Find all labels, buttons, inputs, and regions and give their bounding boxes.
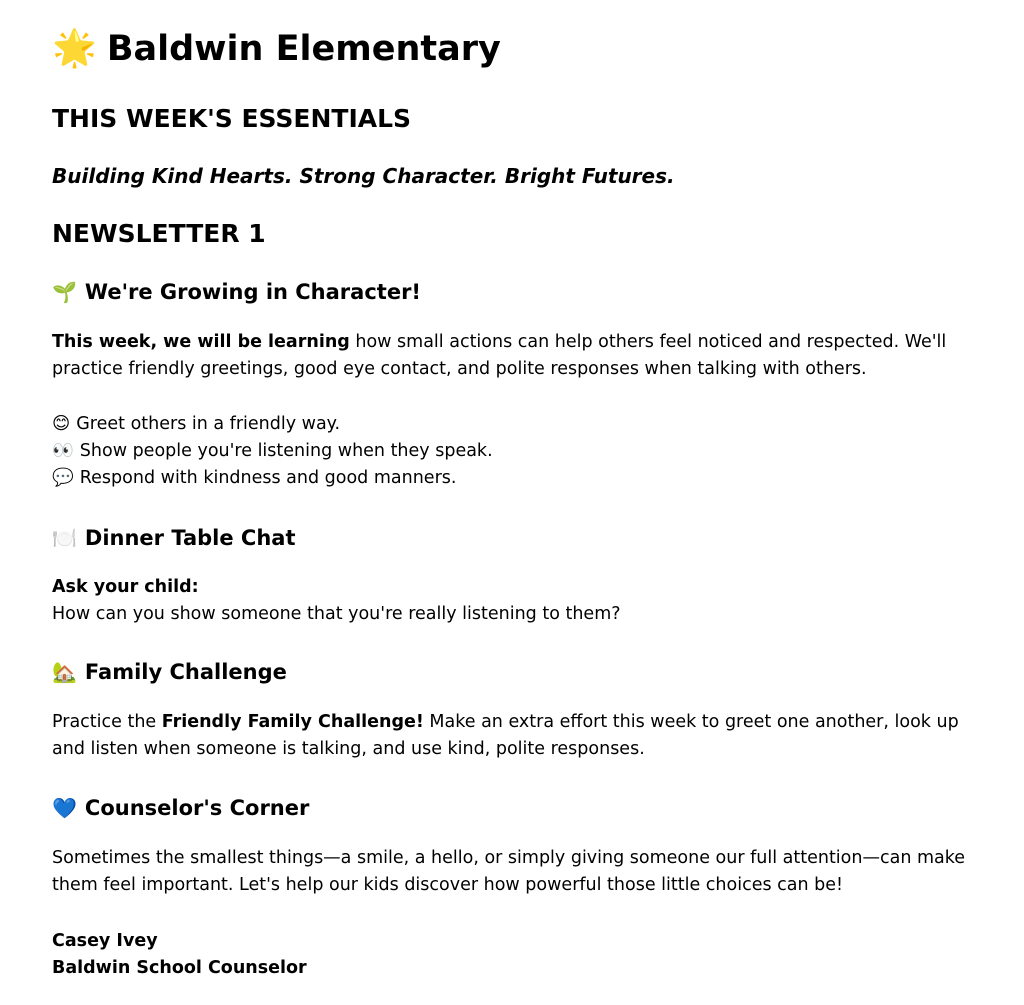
school-name: Baldwin Elementary [106, 29, 501, 69]
smiling-face-icon: 😊 [52, 414, 71, 434]
dinner-heading-text: Dinner Table Chat [84, 526, 296, 550]
plate-icon: 🍽️ [52, 526, 77, 550]
growing-intro-rest: how small actions can help others feel noticed and respected. We'll practice friendly greetings, good eye contact, and polite responses when talking with others. [52, 332, 947, 379]
list-item-text: Show people you're listening when they speak. [79, 441, 493, 461]
counselor-role: Baldwin School Counselor [52, 958, 307, 978]
dinner-heading [52, 524, 296, 552]
dinner-body [52, 574, 972, 628]
star-icon: 🌟 [52, 28, 97, 69]
counselor-heading-text: Counselor's Corner [84, 796, 310, 820]
list-item [52, 411, 972, 438]
essentials-heading: THIS WEEK'S ESSENTIALS [52, 104, 412, 133]
family-body [52, 709, 972, 763]
list-item-text: Respond with kindness and good manners. [79, 468, 457, 488]
family-text-before: Practice the [52, 712, 162, 732]
tagline: Building Kind Hearts. Strong Character. Bright Futures. [52, 164, 675, 188]
family-text-bold: Friendly Family Challenge! [161, 712, 424, 732]
eyes-icon: 👀 [52, 441, 74, 461]
seedling-icon: 🌱 [52, 280, 77, 304]
list-item [52, 438, 972, 465]
family-text-after: Make an extra effort this week to greet one another, look up and listen when someone is talking, and use kind, polite responses. [52, 712, 959, 759]
house-icon: 🏡 [52, 660, 77, 684]
growing-intro-bold: This week, we will be learning [52, 332, 350, 352]
family-heading [52, 658, 287, 686]
speech-bubble-icon: 💬 [52, 468, 74, 488]
blue-heart-icon: 💙 [52, 796, 77, 820]
ask-label: Ask your child: [52, 577, 199, 597]
growing-heading [52, 278, 421, 306]
growing-intro [52, 329, 972, 383]
growing-heading-text: We're Growing in Character! [84, 280, 421, 304]
newsletter-heading: NEWSLETTER 1 [52, 219, 266, 248]
dinner-question: How can you show someone that you're really listening to them? [52, 604, 621, 624]
page-title [52, 26, 501, 72]
growing-bullets [52, 411, 972, 492]
counselor-body: Sometimes the smallest things—a smile, a hello, or simply giving someone our full attention—can make them feel important. Let's help our kids discover how powerful those little choices can be! [52, 848, 966, 895]
family-heading-text: Family Challenge [84, 660, 287, 684]
counselor-heading [52, 794, 309, 822]
list-item-text: Greet others in a friendly way. [76, 414, 341, 434]
list-item [52, 465, 972, 492]
counselor-name: Casey Ivey [52, 931, 158, 951]
